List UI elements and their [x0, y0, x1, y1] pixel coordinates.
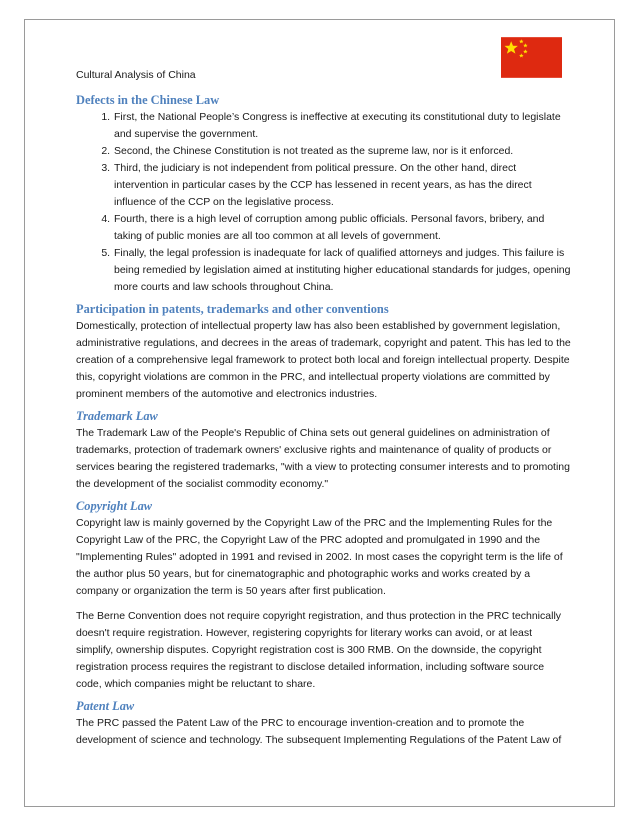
list-item: 4. Fourth, there is a high level of corruption among public officials. Personal favors, bribery, and taking of public monies are all too common at all levels of government. — [113, 211, 571, 245]
heading-participation: Participation in patents, trademarks and other conventions — [76, 301, 389, 316]
heading-defects: Defects in the Chinese Law — [76, 93, 220, 107]
document-body — [76, 92, 571, 750]
heading-trademark-law: Trademark Law — [76, 408, 158, 423]
defects-list — [76, 109, 571, 297]
paragraph-participation: Domestically, protection of intellectual property law has also been established by government legislation, administrative regulations, and decrees in the areas of trademark, copyright and patent. This has led to the creation of a comprehensive legal framework to protect both local and foreign intellectual property. Despite this, copyright violations are common in the PRC, and intellectual property violations are committed by prominent members of the automotive and electronics industries. — [76, 319, 571, 400]
list-item: 5. Finally, the legal profession is inadequate for lack of qualified attorneys and judges. This failure is being remedied by legislation aimed at instituting higher educational standards for judges, opening more courts and law schools throughout China. — [113, 245, 571, 296]
document-title: Cultural Analysis of China — [76, 69, 196, 81]
list-item: 1. First, the National People’s Congress is ineffective at executing its constitutional duty to legislate and supervise the government. — [113, 109, 571, 143]
paragraph-copyright-1: Copyright law is mainly governed by the Copyright Law of the PRC and the Implementing Rules for the Copyright Law of the PRC, the Copyright Law of the PRC adopted and promulgated in 1990 and the "Implementing Rules" adopted in 1991 and revised in 2002. In most cases the copyright term is the life of the author plus 50 years, but for cinematographic and photographic works and works created by a company or organization the term is 50 years after first publication. — [76, 516, 563, 598]
heading-copyright-law: Copyright Law — [76, 498, 153, 513]
paragraph-trademark: The Trademark Law of the People's Republic of China sets out general guidelines on administration of trademarks, protection of trademark owners' exclusive rights and maintenance of quality of products or services bearing the registered trademarks, "with a view to protecting consumer interests and to promoting the development of the socialist commodity economy." — [76, 426, 570, 490]
list-item: 3. Third, the judiciary is not independent from political pressure. On the other hand, direct intervention in particular cases by the CCP has lessened in recent years, as has the direct influence of the CCP on the legislative process. — [113, 160, 571, 211]
china-flag-icon — [501, 37, 562, 78]
paragraph-copyright-2: The Berne Convention does not require copyright registration, and thus protection in the PRC technically doesn't require registration. However, registering copyrights for literary works can avoid, or at least simplify, ownership disputes. Copyright registration cost is 300 RMB. On the downside, the copyright registration process requires the registrant to disclose detailed information, including software source code, which companies might be reluctant to share. — [76, 610, 562, 691]
list-item: 2. Second, the Chinese Constitution is not treated as the supreme law, nor is it enforced. — [113, 143, 571, 160]
heading-patent-law: Patent Law — [76, 699, 135, 714]
paragraph-patent: The PRC passed the Patent Law of the PRC to encourage invention-creation and to promote the development of science and technology. The subsequent Implementing Regulations of the Patent Law of — [76, 717, 562, 747]
